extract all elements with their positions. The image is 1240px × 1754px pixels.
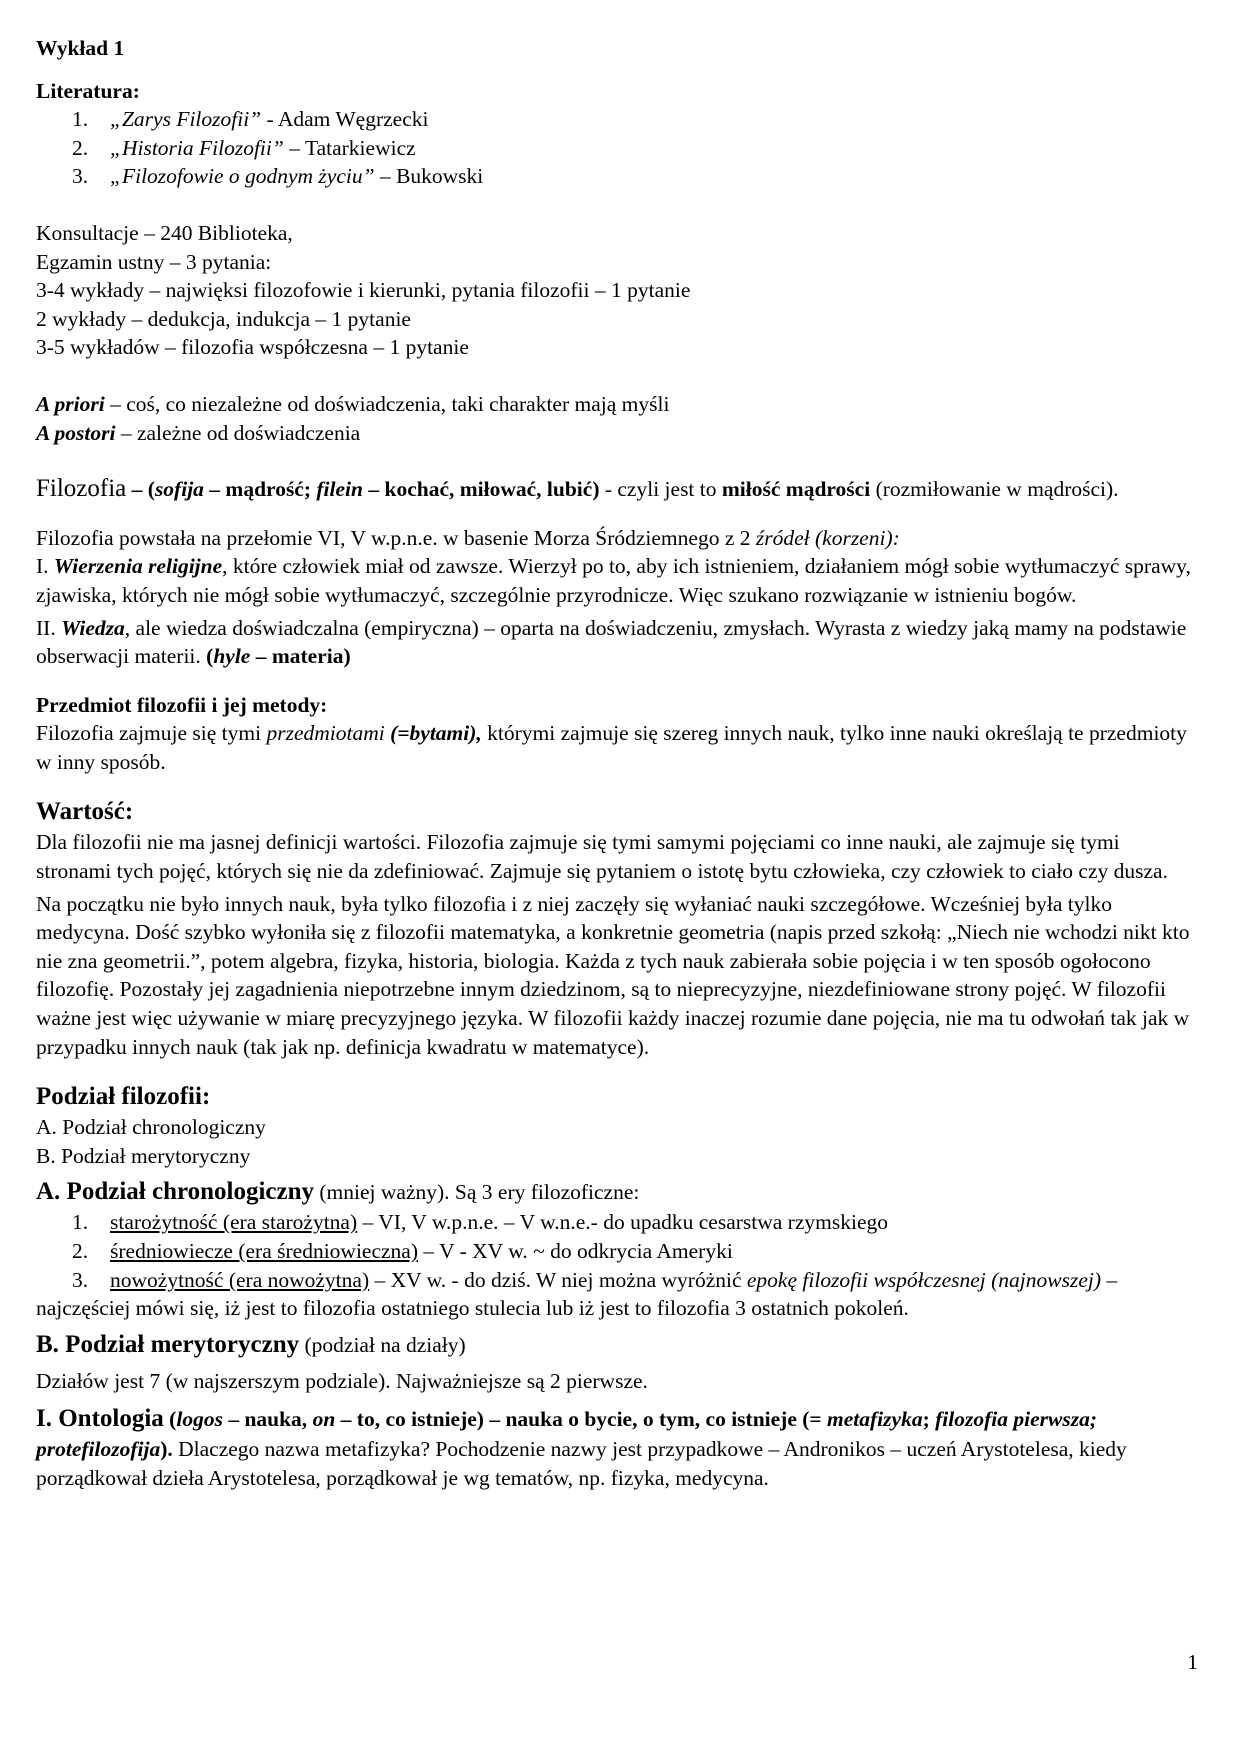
lecture-title: Wykład 1 — [36, 36, 125, 60]
a-postori-definition: A postori – zależne od doświadczenia — [36, 420, 361, 445]
era-item: 2. średniowiecze (era średniowieczna) – V - XV w. ~ do odkrycia Ameryki — [72, 1239, 733, 1263]
ontology-paragraph: I. Ontologia (logos – nauka, on – to, co istnieje) – nauka o bycie, o tym, co istnieje (= metafizyka; filozofia pierwsza; protefilozofija). Dlaczego nazwa metafizyka? Pochodzenie nazwy jest przypadkowe – Andronikos – uczeń Arystotelesa, kiedy porządkował dzieła Arystotelesa, porządkował je wg tematów, np. fizyka, medycyna. — [36, 1405, 1127, 1490]
subject-heading: Przedmiot filozofii i jej metody: — [36, 692, 328, 717]
merit-paragraph: Działów jest 7 (w najszerszym podziale). Najważniejsze są 2 pierwsze. — [36, 1368, 648, 1393]
info-line: 3-4 wykłady – najwięksi filozofowie i kierunki, pytania filozofii – 1 pytanie — [36, 278, 691, 303]
division-heading: Podział filozofii: — [36, 1083, 211, 1111]
value-paragraph: Dla filozofii nie ma jasnej definicji wartości. Filozofia zajmuje się tymi samymi pojęciami co inne nauki, ale zajmuje się tymi stronami tych pojęć, których się nie da zdefiniować. Zajmuje się pytaniem o istotę bytu człowieka, czy człowiek to ciało czy dusza. — [36, 830, 1168, 884]
source-religion: I. Wierzenia religijne, które człowiek miał od zawsze. Wierzył po to, aby ich istnieniem, działaniem mógł sobie wytłumaczyć sprawy, zjawiska, których nie mógł sobie wytłumaczyć, szczególnie przyrodnicze. Więc szukano rozwiązanie w istnieniu bogów. — [36, 554, 1191, 607]
chronological-heading: A. Podział chronologiczny (mniej ważny). Są 3 ery filozoficzne: — [36, 1178, 640, 1206]
literature-heading: Literatura: — [36, 78, 140, 103]
source-knowledge: II. Wiedza, ale wiedza doświadczalna (empiryczna) – oparta na doświadczeniu, zmysłach. Wyrasta z wiedzy jaką mamy na podstawie obserwacji materii. (hyle – materia) — [36, 615, 1187, 669]
merit-heading: B. Podział merytoryczny (podział na działy) — [36, 1330, 466, 1358]
info-line: Konsultacje – 240 Biblioteka, — [36, 220, 293, 245]
era-item: 3. nowożytność (era nowożytna) – XV w. - do dziś. W niej można wyróżnić epokę filozofii współczesnej (najnowszej) – najczęściej mówi się, iż jest to filozofia ostatniego stulecia lub iż jest to filozofia 3 ostatnich pokoleń. — [36, 1267, 1118, 1321]
era-item: 1. starożytność (era starożytna) – VI, V w.p.n.e. – V w.n.e.- do upadku cesarstwa rzymskiego — [72, 1210, 888, 1235]
eras-list — [36, 1208, 1196, 1322]
info-line: 2 wykłady – dedukcja, indukcja – 1 pytanie — [36, 306, 411, 331]
value-heading: Wartość: — [36, 798, 134, 826]
info-line: Egzamin ustny – 3 pytania: — [36, 249, 272, 274]
value-paragraph: Na początku nie było innych nauk, była tylko filozofia i z niej zaczęły się wyłaniać nauki szczegółowe. Wcześniej była tylko medycyna. Dość szybko wyłoniła się z filozofii matematyka, a konkretnie geometria (napis przed szkołą: „Niech nie wchodzi nikt kto nie zna geometrii.”, potem algebra, fizyka, historia, biologia. Każda z tych nauk zabierała sobie pojęcia i w ten sposób ogołocono filozofię. Pozostały jej zagadnienia niepotrzebne innym dziedzinom, są to nieprecyzyjne, niezdefiniowane strony pojęć. W filozofii ważne jest więc używanie w miarę precyzyjnego języka. W filozofii każdy inaczej rozumie dane pojęcia, nie ma tu odwołań tak jak w przypadku innych nauk (tak jak np. definicja kwadratu w matematyce). — [36, 891, 1190, 1059]
info-line: 3-5 wykładów – filozofia współczesna – 1 pytanie — [36, 335, 469, 360]
literature-item: 1. „Zarys Filozofii” - Adam Węgrzecki — [72, 107, 429, 132]
division-item: B. Podział merytoryczny — [36, 1143, 251, 1168]
literature-list — [36, 105, 1196, 191]
document-page — [36, 34, 1196, 1493]
division-item: A. Podział chronologiczny — [36, 1115, 266, 1140]
origin-paragraph: Filozofia powstała na przełomie VI, V w.p.n.e. w basenie Morza Śródziemnego z 2 źródeł (korzeni): — [36, 525, 900, 550]
a-priori-definition: A priori – coś, co niezależne od doświadczenia, taki charakter mają myśli — [36, 391, 670, 416]
literature-item: 2. „Historia Filozofii” – Tatarkiewicz — [72, 135, 416, 160]
page-number: 1 — [1187, 1650, 1198, 1674]
subject-paragraph: Filozofia zajmuje się tymi przedmiotami (=bytami), którymi zajmuje się szereg innych nauk, tylko inne nauki określają te przedmioty w inny sposób. — [36, 721, 1187, 774]
filozofia-definition: Filozofia – (sofija – mądrość; filein – kochać, miłować, lubić) - czyli jest to miłość mądrości (rozmiłowanie w mądrości). — [36, 475, 1119, 503]
literature-item: 3. „Filozofowie o godnym życiu” – Bukowski — [72, 164, 484, 189]
